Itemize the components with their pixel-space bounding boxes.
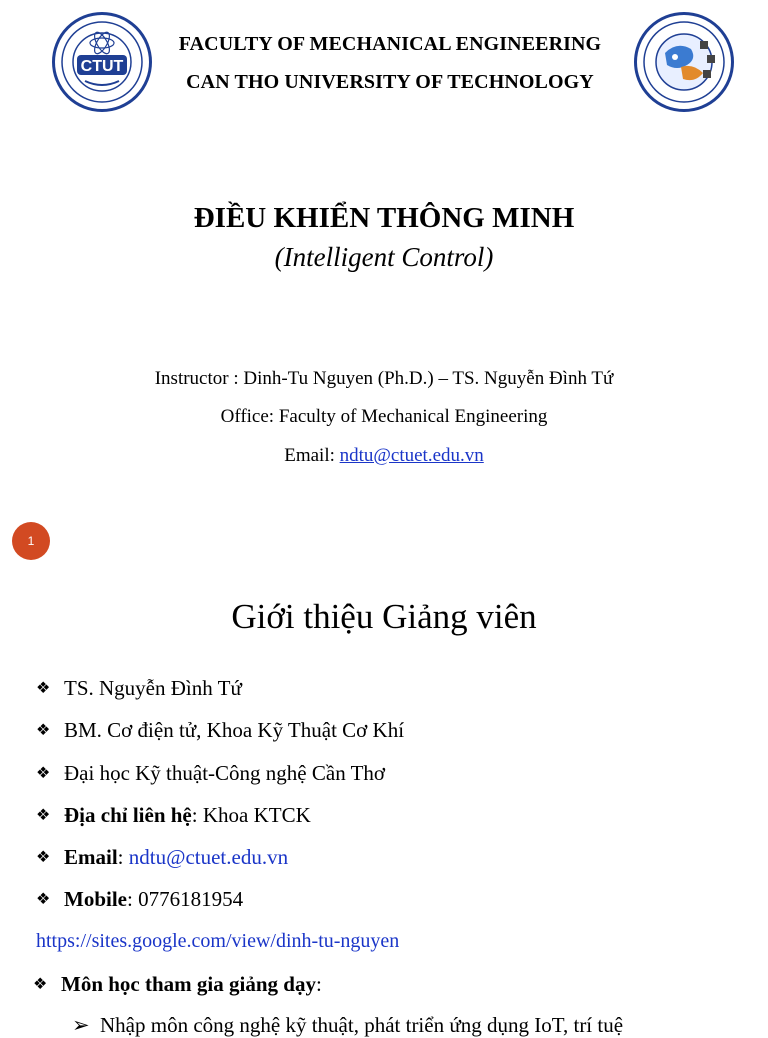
email-link[interactable]: ndtu@ctuet.edu.vn — [128, 845, 289, 869]
email-label: Email: — [284, 445, 340, 466]
diamond-bullet-icon: ❖ — [36, 849, 51, 866]
ctut-logo — [52, 12, 152, 112]
course-list-item: ➢ Nhập môn công nghệ kỹ thuật, phát triển ứng dụng IoT, trí tuệ — [72, 1013, 624, 1037]
university-seal-icon — [55, 15, 149, 109]
diamond-bullet-icon: ❖ — [36, 891, 51, 908]
email-line — [0, 445, 768, 467]
bullet-item: ❖ Mobile: 0776181954 — [36, 887, 244, 911]
gear-seal-icon — [637, 15, 731, 109]
website-link[interactable]: https://sites.google.com/view/dinh-tu-nguyen — [36, 930, 400, 952]
courses-heading: ❖ Môn học tham gia giảng dạy: — [33, 972, 322, 996]
course-subtitle: (Intelligent Control) — [274, 242, 494, 272]
diamond-bullet-icon: ❖ — [36, 765, 51, 782]
instructor-email-link[interactable]: ndtu@ctuet.edu.vn — [339, 445, 484, 466]
diamond-bullet-icon: ❖ — [36, 722, 51, 739]
course-title: ĐIỀU KHIỂN THÔNG MINH — [193, 202, 575, 234]
bullet-item: ❖ Đại học Kỹ thuật-Công nghệ Cần Thơ — [36, 761, 385, 785]
faculty-name: FACULTY OF MECHANICAL ENGINEERING — [178, 33, 602, 55]
bullet-item: ❖ TS. Nguyễn Đình Tứ — [36, 676, 242, 700]
section-title: Giới thiệu Giảng viên — [231, 597, 537, 636]
office-line: Office: Faculty of Mechanical Engineering — [220, 406, 548, 427]
faculty-logo — [634, 12, 734, 112]
svg-text:CTUT: CTUT — [80, 58, 124, 75]
university-name: CAN THO UNIVERSITY OF TECHNOLOGY — [186, 71, 594, 93]
page-number-badge: 1 — [12, 522, 50, 560]
diamond-bullet-icon: ❖ — [33, 976, 48, 993]
instructor-line: Instructor : Dinh-Tu Nguyen (Ph.D.) – TS. Nguyễn Đình Tứ — [154, 368, 614, 389]
diamond-bullet-icon: ❖ — [36, 680, 51, 697]
diamond-bullet-icon: ❖ — [36, 807, 51, 824]
arrow-bullet-icon: ➢ — [72, 1013, 90, 1037]
bullet-item: ❖ BM. Cơ điện tử, Khoa Kỹ Thuật Cơ Khí — [36, 718, 405, 742]
bullet-item: ❖ Email: ndtu@ctuet.edu.vn — [36, 845, 289, 869]
bullet-item: ❖ Địa chỉ liên hệ: Khoa KTCK — [36, 803, 311, 827]
